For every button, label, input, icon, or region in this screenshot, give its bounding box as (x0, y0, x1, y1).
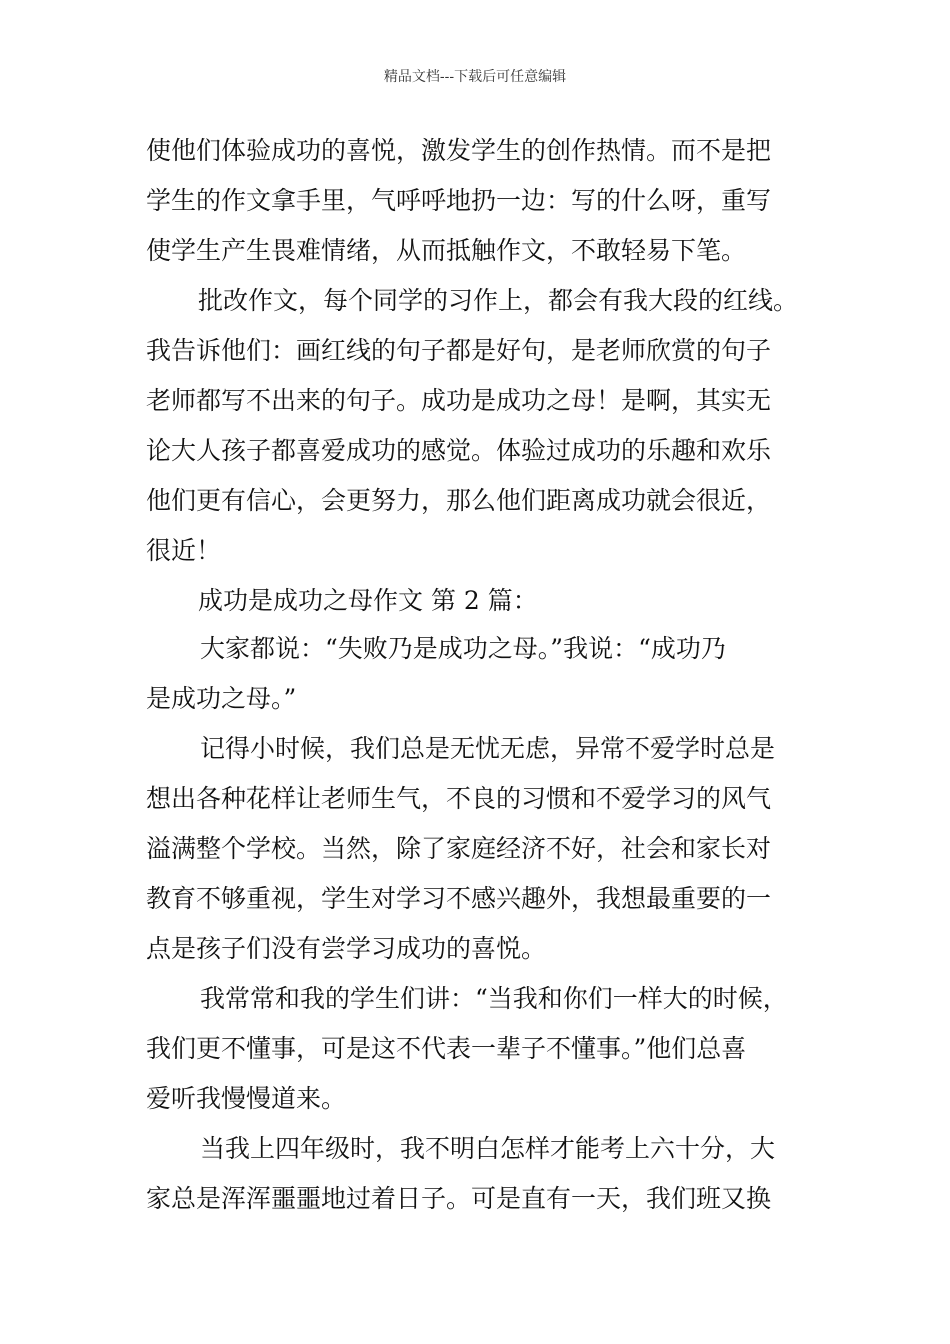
text-line: 我常常和我的学生们讲：“当我和你们一样大的时候， (200, 984, 788, 1013)
text-line: 我们更不懂事，可是这不代表一辈子不懂事。”他们总喜 (146, 1034, 747, 1063)
text-line: 当我上四年级时，我不明白怎样才能考上六十分，大 (200, 1134, 776, 1163)
text-line: 老师都写不出来的句子。成功是成功之母！是啊，其实无 (146, 386, 772, 415)
text-line: 我告诉他们：画红线的句子都是好句，是老师欣赏的句子 (146, 336, 772, 365)
text-line: 很近！ (146, 536, 222, 565)
text-line: 他们更有信心，会更努力，那么他们距离成功就会很近， (146, 486, 772, 515)
text-line: 使他们体验成功的喜悦，激发学生的创作热情。而不是把 (146, 136, 772, 165)
text-line: 是成功之母。” (146, 684, 297, 713)
text-line: 批改作文，每个同学的习作上，都会有我大段的红线。 (198, 286, 799, 315)
text-line: 大家都说：“失败乃是成功之母。”我说：“成功乃 (200, 634, 726, 663)
text-line: 点是孩子们没有尝学习成功的喜悦。 (146, 934, 547, 963)
text-line: 家总是浑浑噩噩地过着日子。可是直有一天，我们班又换 (146, 1184, 772, 1213)
text-line: 爱听我慢慢道来。 (146, 1084, 347, 1113)
text-line: 使学生产生畏难情绪，从而抵触作文，不敢轻易下笔。 (146, 236, 747, 265)
text-line: 学生的作文拿手里，气呼呼地扔一边：写的什么呀，重写 (146, 186, 772, 215)
text-line: 记得小时候，我们总是无忧无虑，异常不爱学时总是 (200, 734, 776, 763)
text-line: 溢满整个学校。当然，除了家庭经济不好，社会和家长对 (146, 834, 772, 863)
text-line: 教育不够重视，学生对学习不感兴趣外，我想最重要的一 (146, 884, 772, 913)
page-header: 精品文档---下载后可任意编辑 (383, 69, 567, 85)
section-heading: 成功是成功之母作文 第 2 篇： (198, 586, 538, 615)
text-line: 想出各种花样让老师生气，不良的习惯和不爱学习的风气 (146, 784, 772, 813)
text-line: 论大人孩子都喜爱成功的感觉。体验过成功的乐趣和欢乐 (146, 436, 772, 465)
